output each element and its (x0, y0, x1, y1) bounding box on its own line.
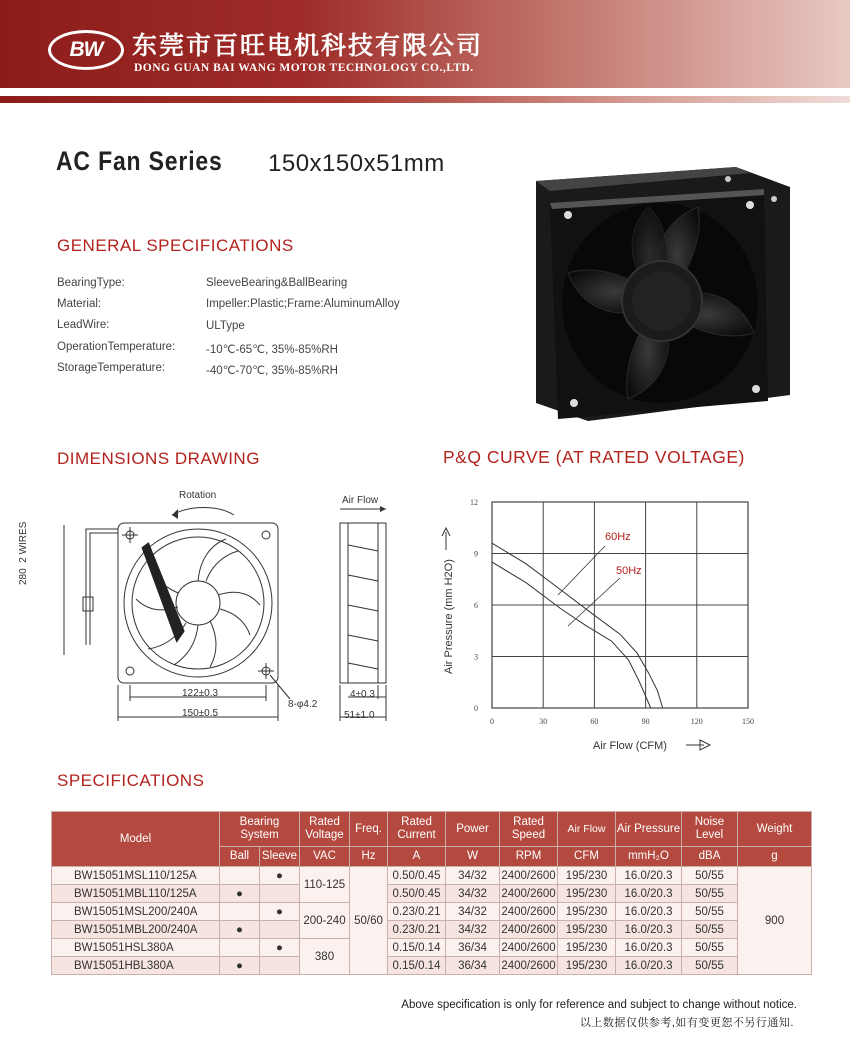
col-voltage: Rated Voltage (300, 812, 350, 847)
cell-ball: ● (220, 885, 260, 903)
col-speed: Rated Speed (500, 812, 558, 847)
unit-noise: dBA (682, 847, 738, 867)
col-noise: Noise Level (682, 812, 738, 847)
airflow-label: Air Flow (342, 495, 379, 506)
x-tick-label: 30 (539, 717, 548, 726)
y-tick-label: 3 (474, 652, 478, 662)
cell-current: 0.23/0.21 (388, 921, 446, 939)
x-arrow-icon (686, 740, 710, 750)
table-row (52, 867, 812, 885)
cell-sleeve (260, 957, 300, 975)
unit-ball: Ball (220, 847, 260, 867)
table-row (52, 957, 812, 975)
cell-pressure: 16.0/20.3 (616, 939, 682, 957)
series-label-60hz: 60Hz (605, 531, 631, 543)
company-name-en: DONG GUAN BAI WANG MOTOR TECHNOLOGY CO.,LTD. (134, 62, 474, 74)
flange-label: 4±0.3 (350, 689, 375, 700)
cell-power: 34/32 (446, 903, 500, 921)
cell-speed: 2400/2600 (500, 921, 558, 939)
cell-voltage: 110-125 (300, 867, 350, 903)
company-logo: BW (48, 30, 124, 70)
depth-label: 51±1.0 (344, 710, 375, 721)
unit-current: A (388, 847, 446, 867)
size-title: 150x150x51mm (268, 150, 445, 177)
y-tick-label: 12 (470, 498, 478, 507)
unit-voltage: VAC (300, 847, 350, 867)
cell-speed: 2400/2600 (500, 903, 558, 921)
cell-airflow: 195/230 (558, 867, 616, 885)
cell-current: 0.50/0.45 (388, 867, 446, 885)
cell-voltage: 200-240 (300, 903, 350, 939)
spec-value-storage-temp: -40℃-70℃, 35%-85%RH (206, 365, 338, 377)
pq-ylabel: Air Pressure (mm H2O) (443, 559, 455, 674)
x-tick-label: 120 (690, 717, 703, 726)
cell-voltage: 380 (300, 939, 350, 975)
col-power: Power (446, 812, 500, 847)
col-bearing: Bearing System (220, 812, 300, 847)
cell-current: 0.15/0.14 (388, 957, 446, 975)
general-specs-title: GENERAL SPECIFICATIONS (57, 236, 294, 255)
cell-speed: 2400/2600 (500, 939, 558, 957)
cell-pressure: 16.0/20.3 (616, 957, 682, 975)
cell-ball: ● (220, 957, 260, 975)
specifications-title: SPECIFICATIONS (57, 771, 205, 790)
table-row (52, 921, 812, 939)
x-tick-label: 90 (641, 717, 650, 726)
cell-airflow: 195/230 (558, 921, 616, 939)
pq-chart (430, 490, 770, 760)
disclaimer-en: Above specification is only for reference and subject to change without notice. (401, 999, 797, 1011)
width-label: 150±0.5 (182, 708, 219, 719)
col-current: Rated Current (388, 812, 446, 847)
cell-airflow: 195/230 (558, 957, 616, 975)
wires-label: 280 2 WIRES (18, 521, 29, 585)
table-row (52, 939, 812, 957)
y-tick-label: 6 (474, 601, 478, 610)
unit-speed: RPM (500, 847, 558, 867)
unit-sleeve: Sleeve (260, 847, 300, 867)
cell-weight: 900 (738, 867, 812, 975)
cell-sleeve (260, 921, 300, 939)
unit-power: W (446, 847, 500, 867)
unit-freq: Hz (350, 847, 388, 867)
cell-current: 0.23/0.21 (388, 903, 446, 921)
disclaimer-cn: 以上数据仅供参考,如有变更恕不另行通知. (579, 1017, 794, 1029)
cell-noise: 50/55 (682, 921, 738, 939)
cell-pressure: 16.0/20.3 (616, 867, 682, 885)
col-pressure: Air Pressure (616, 812, 682, 847)
spec-label-operation-temp: OperationTemperature: (57, 341, 176, 353)
cell-model: BW15051MSL110/125A (52, 867, 220, 885)
y-tick-label: 9 (474, 549, 478, 559)
cell-sleeve: ● (260, 939, 300, 957)
cell-pressure: 16.0/20.3 (616, 903, 682, 921)
cell-airflow: 195/230 (558, 903, 616, 921)
spec-label-leadwire: LeadWire: (57, 319, 110, 331)
cell-ball (220, 867, 260, 885)
rotation-label: Rotation (179, 490, 217, 501)
unit-airflow: CFM (558, 847, 616, 867)
cell-noise: 50/55 (682, 867, 738, 885)
cell-model: BW15051HSL380A (52, 939, 220, 957)
series-title: AC Fan Series (56, 146, 223, 176)
hole-label: 8-φ4.2 (288, 699, 318, 710)
unit-pressure: mmH₂O (616, 847, 682, 867)
cell-pressure: 16.0/20.3 (616, 885, 682, 903)
table-row (52, 903, 812, 921)
cell-power: 34/32 (446, 921, 500, 939)
cell-ball (220, 939, 260, 957)
series-line-50hz (492, 562, 651, 708)
table-row (52, 885, 812, 903)
spec-value-bearing: SleeveBearing&BallBearing (206, 277, 348, 289)
col-freq: Freq. (350, 812, 388, 847)
cell-sleeve: ● (260, 867, 300, 885)
y-tick-label: 0 (474, 704, 478, 713)
cell-freq: 50/60 (350, 867, 388, 975)
cell-sleeve: ● (260, 903, 300, 921)
spec-value-operation-temp: -10℃-65℃, 35%-85%RH (206, 344, 338, 356)
col-model: Model (52, 812, 220, 867)
dimensions-title: DIMENSIONS DRAWING (57, 449, 260, 468)
col-weight: Weight (738, 812, 812, 847)
cell-speed: 2400/2600 (500, 867, 558, 885)
spec-label-material: Material: (57, 298, 102, 310)
spec-label-storage-temp: StorageTemperature: (57, 362, 166, 374)
cell-noise: 50/55 (682, 957, 738, 975)
cell-current: 0.50/0.45 (388, 885, 446, 903)
cell-pressure: 16.0/20.3 (616, 921, 682, 939)
header-stripe (0, 96, 850, 103)
spec-value-material: Impeller:Plastic;Frame:AluminumAlloy (206, 298, 400, 310)
spec-value-leadwire: ULType (206, 320, 245, 332)
pq-curve-title: P&Q CURVE (AT RATED VOLTAGE) (443, 447, 745, 467)
y-arrow-icon (442, 528, 450, 550)
cell-speed: 2400/2600 (500, 957, 558, 975)
pq-xlabel: Air Flow (CFM) (593, 740, 667, 752)
cell-model: BW15051MSL200/240A (52, 903, 220, 921)
x-tick-label: 150 (742, 717, 754, 726)
cell-noise: 50/55 (682, 939, 738, 957)
cell-airflow: 195/230 (558, 885, 616, 903)
cell-sleeve (260, 885, 300, 903)
cell-speed: 2400/2600 (500, 885, 558, 903)
cell-power: 34/32 (446, 885, 500, 903)
spec-label-bearing: BearingType: (57, 277, 125, 289)
cell-ball (220, 903, 260, 921)
cell-airflow: 195/230 (558, 939, 616, 957)
cell-current: 0.15/0.14 (388, 939, 446, 957)
specifications-table (51, 811, 812, 975)
cell-ball: ● (220, 921, 260, 939)
hole-pitch-label: 122±0.3 (182, 688, 219, 699)
fan-photo (528, 163, 794, 425)
cell-model: BW15051MBL200/240A (52, 921, 220, 939)
cell-noise: 50/55 (682, 903, 738, 921)
x-tick-label: 0 (490, 717, 494, 726)
cell-power: 36/34 (446, 939, 500, 957)
cell-power: 34/32 (446, 867, 500, 885)
x-tick-label: 60 (590, 717, 599, 726)
series-label-50hz: 50Hz (616, 565, 642, 577)
cell-model: BW15051MBL110/125A (52, 885, 220, 903)
col-airflow: Air Flow (558, 812, 616, 847)
cell-power: 36/34 (446, 957, 500, 975)
cell-model: BW15051HBL380A (52, 957, 220, 975)
company-name-cn: 东莞市百旺电机科技有限公司 (132, 31, 484, 60)
cell-noise: 50/55 (682, 885, 738, 903)
unit-weight: g (738, 847, 812, 867)
